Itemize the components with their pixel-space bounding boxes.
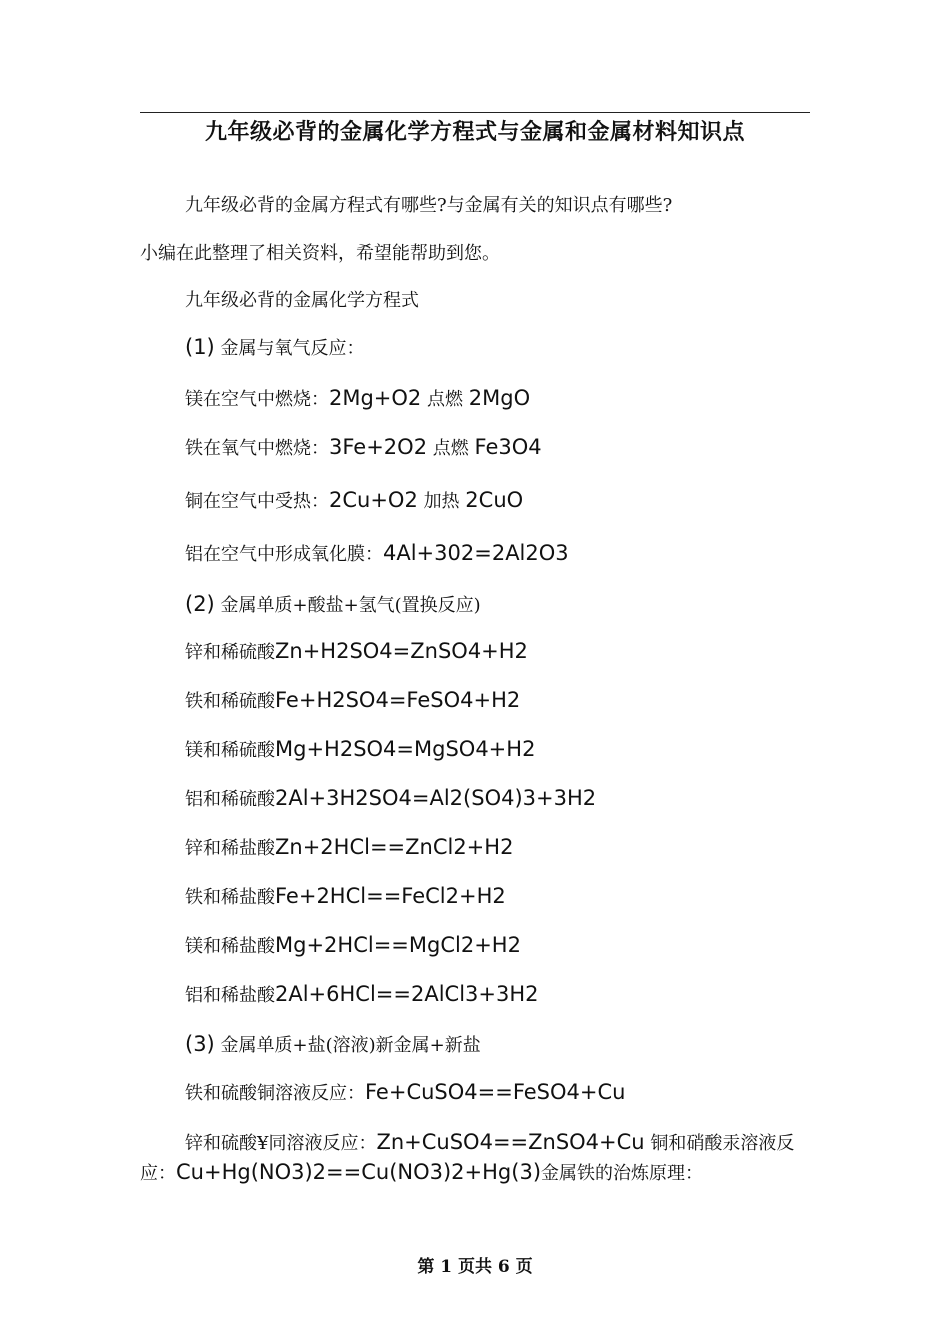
equation: Zn+CuSO4==ZnSO4+Cu (376, 1130, 645, 1154)
equation: Fe+CuSO4==FeSO4+Cu (365, 1080, 626, 1104)
section-text: 金属铁的治炼原理： (541, 1163, 704, 1184)
part2-heading (185, 590, 481, 620)
part3-heading (185, 1030, 481, 1060)
equation: Cu+Hg(NO3)2==Cu(NO3)2+Hg(3) (176, 1160, 542, 1184)
equation: Mg+2HCl==MgCl2+H2 (275, 933, 521, 957)
page-footer: 第 1 页共 6 页 (417, 1257, 533, 1277)
product: 2MgO (468, 386, 531, 410)
reaction-name: 镁在空气中燃烧： (185, 389, 329, 410)
reaction-name: 铜和硝酸汞溶液反应： (140, 1133, 795, 1184)
reaction-name: 铁在氧气中燃烧： (185, 438, 329, 459)
reactants: 3Fe+2O2 (329, 435, 428, 459)
reaction-name: 铁和硫酸铜溶液反应： (185, 1083, 365, 1104)
part1-label: 金属与氧气反应： (220, 338, 365, 359)
header-rule (140, 112, 810, 113)
intro-line-2: 小编在此整理了相关资料，希望能帮助到您。 (140, 243, 500, 264)
reaction-name: 铝在空气中形成氧化膜： (185, 544, 383, 565)
condition: 加热 (423, 491, 460, 512)
reaction-name: 锌和稀盐酸 (185, 838, 275, 859)
equation: 4Al+302=2Al2O3 (383, 541, 569, 565)
part1-row (185, 384, 530, 414)
part3-row (185, 1078, 625, 1108)
part1-row (185, 486, 523, 516)
reactants: 2Cu+O2 (329, 488, 418, 512)
reaction-name: 铝和稀盐酸 (185, 985, 275, 1006)
reaction-name: 锌和硫酸¥同溶液反应： (185, 1133, 377, 1154)
part3-paragraph (140, 1128, 805, 1188)
reaction-name: 镁和稀硫酸 (185, 740, 275, 761)
equation: Zn+2HCl==ZnCl2+H2 (275, 835, 514, 859)
part1-row (185, 433, 542, 463)
part3-number: (3) (185, 1032, 215, 1056)
page-title: 九年级必背的金属化学方程式与金属和金属材料知识点 (204, 120, 745, 145)
part2-row (185, 833, 513, 863)
equation: 2Al+3H2SO4=Al2(SO4)3+3H2 (275, 786, 597, 810)
part2-row (185, 980, 539, 1010)
part1-number: (1) (185, 335, 215, 359)
equation: Fe+H2SO4=FeSO4+H2 (275, 688, 521, 712)
part2-row (185, 882, 506, 912)
equation: Fe+2HCl==FeCl2+H2 (275, 884, 506, 908)
product: Fe3O4 (474, 435, 542, 459)
condition: 点燃 (432, 438, 469, 459)
condition: 点燃 (427, 389, 464, 410)
reaction-name: 铁和稀硫酸 (185, 691, 275, 712)
part3-label: 金属单质+盐(溶液)新金属+新盐 (220, 1035, 481, 1056)
intro-line-1: 九年级必背的金属方程式有哪些?与金属有关的知识点有哪些? (185, 195, 673, 216)
part1-heading (185, 333, 364, 363)
reaction-name: 锌和稀硫酸 (185, 642, 275, 663)
equation: 2Al+6HCl==2AlCl3+3H2 (275, 982, 539, 1006)
part2-row (185, 931, 521, 961)
reaction-name: 镁和稀盐酸 (185, 936, 275, 957)
equation: Zn+H2SO4=ZnSO4+H2 (275, 639, 528, 663)
equation: Mg+H2SO4=MgSO4+H2 (275, 737, 536, 761)
part2-label: 金属单质+酸盐+氢气(置换反应) (220, 595, 481, 616)
reaction-name: 铜在空气中受热： (185, 491, 329, 512)
section-heading: 九年级必背的金属化学方程式 (185, 290, 419, 311)
reaction-name: 铝和稀硫酸 (185, 789, 275, 810)
product: 2CuO (465, 488, 524, 512)
part1-row (185, 539, 569, 569)
part2-row (185, 686, 520, 716)
part2-number: (2) (185, 592, 215, 616)
part2-row (185, 735, 535, 765)
part2-row (185, 637, 528, 667)
reaction-name: 铁和稀盐酸 (185, 887, 275, 908)
reactants: 2Mg+O2 (329, 386, 422, 410)
part2-row (185, 784, 596, 814)
